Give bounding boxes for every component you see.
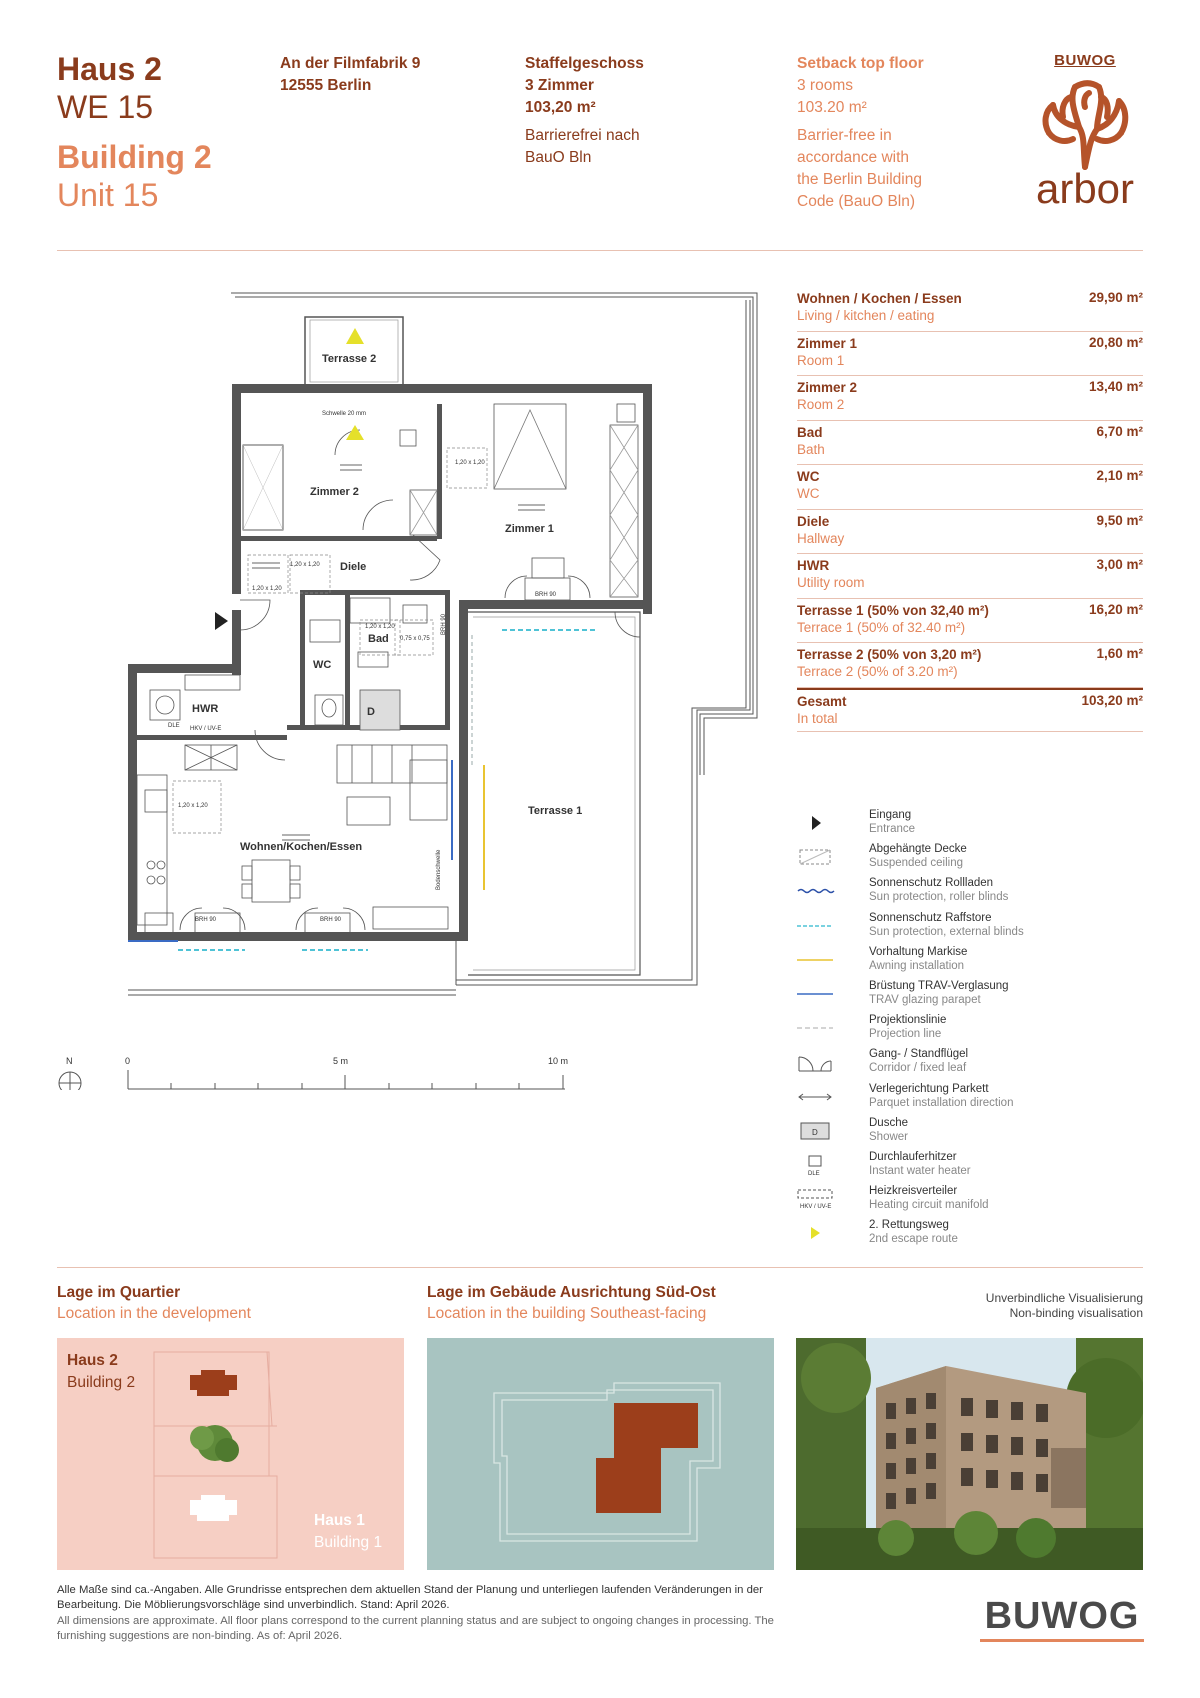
label-hwr: HWR: [192, 703, 219, 715]
legend-item: Vorhaltung Markise Awning installation: [795, 945, 1155, 979]
label-zimmer-1: Zimmer 1: [505, 523, 554, 535]
area-row: Zimmer 1 Room 1 20,80 m²: [797, 332, 1143, 377]
parquet-direction-icon: [795, 1084, 835, 1110]
footer-logo: [980, 1596, 1144, 1642]
map-haus-1-label: Haus 1 Building 1: [314, 1512, 383, 1551]
building-title-en: Building 2: [57, 139, 212, 175]
area-row: WC WC 2,10 m²: [797, 465, 1143, 510]
label-brh90-c: BRH 90: [535, 592, 557, 598]
door-leaf-icon: [795, 1049, 835, 1075]
area-row: Zimmer 2 Room 2 13,40 m²: [797, 376, 1143, 421]
trav-glazing-icon: [795, 981, 835, 1007]
disclaimer-en: All dimensions are approximate. All floor plans correspond to the current planning status and are subject to ongoing changes in processing. The furnishing suggestions are non-binding. As of: April 2026.: [57, 1615, 774, 1642]
label-terrasse-1: Terrasse 1: [528, 805, 583, 817]
unit-title-block: [57, 50, 212, 214]
bottom-divider: [57, 1267, 1143, 1268]
terrace-1-outline: [468, 612, 640, 975]
quarter-site-map: [57, 1338, 404, 1570]
floor-en: Setback top floor: [797, 55, 924, 72]
legend-item: Eingang Entrance: [795, 808, 1155, 842]
area-row: Terrasse 2 (50% von 3,20 m²) Terrace 2 (50% of 3.20 m²) 1,60 m²: [797, 643, 1143, 688]
legend-item: 2. Rettungsweg 2nd escape route: [795, 1218, 1155, 1252]
roof-parapet: [128, 293, 757, 995]
heating-manifold-icon: [795, 1186, 835, 1212]
label-d: D: [367, 706, 375, 718]
legend: [795, 808, 1155, 1252]
north-label: N: [66, 1056, 73, 1066]
label-brh90-b: BRH 90: [320, 917, 342, 923]
address-block: [280, 53, 420, 97]
legend-item: Verlegerichtung Parkett Parquet installation direction: [795, 1082, 1155, 1116]
scale-5: 5 m: [333, 1056, 349, 1066]
address-street: An der Filmfabrik 9: [280, 55, 421, 72]
area-row: Wohnen / Kochen / Essen Living / kitchen / eating 29,90 m²: [797, 287, 1143, 332]
awning-icon: [795, 947, 835, 973]
legend-item: Abgehängte Decke Suspended ceiling: [795, 842, 1155, 876]
unit-facts-de: [525, 53, 644, 169]
unit-title-en: Unit 15: [57, 177, 159, 213]
scale-bar: [56, 1050, 586, 1090]
barrier-en-2: accordance with: [797, 149, 910, 166]
legend-item: D Dusche Shower: [795, 1116, 1155, 1150]
unit-title-de: WE 15: [57, 89, 154, 125]
area-de: 103,20 m²: [525, 99, 596, 116]
water-heater-icon: [795, 1152, 835, 1178]
terrace-2-outline: [305, 317, 403, 385]
barrier-en-3: the Berlin Building: [797, 171, 922, 188]
label-dim-2: 1,20 x 1,20: [290, 562, 320, 568]
location-quarter-heading: Lage im Quartier Location in the development: [57, 1284, 251, 1322]
area-total-row: Gesamt In total 103,20 m²: [797, 688, 1143, 733]
shower-icon: [795, 1118, 835, 1144]
address-city: 12555 Berlin: [280, 77, 372, 94]
barrier-de-2: BauO Bln: [525, 149, 592, 166]
label-dim-5: 0,75 x 0,75: [400, 636, 430, 642]
label-zimmer-2: Zimmer 2: [310, 486, 359, 498]
label-dim-1: 1,20 x 1,20: [455, 460, 485, 466]
entrance-icon: [795, 810, 835, 836]
label-brh90-d: BRH 90: [441, 613, 447, 635]
area-table: [797, 287, 1143, 732]
visualisation-note: Unverbindliche Visualisierung Non-binding visualisation: [985, 1291, 1143, 1320]
legend-item: Projektionslinie Projection line: [795, 1013, 1155, 1047]
escape-route-arrow-1: [346, 328, 364, 344]
label-dle: DLE: [168, 723, 180, 729]
label-dim-3: 1,20 x 1,20: [252, 586, 282, 592]
label-brh90-a: BRH 90: [195, 917, 217, 923]
svg-text:D: D: [812, 1127, 818, 1137]
disclaimer: [57, 1583, 777, 1643]
label-dim-4: 1,20 x 1,20: [365, 624, 395, 630]
label-dim-6: 1,20 x 1,20: [178, 803, 208, 809]
tree-logo-icon: [1035, 77, 1135, 172]
suspended-ceiling-icon: [795, 844, 835, 870]
unit-position-highlight: [596, 1403, 698, 1513]
barrier-en-4: Code (BauO Bln): [797, 193, 916, 210]
label-hkv: HKV / UV-E: [190, 726, 222, 732]
logo-product: arbor: [1035, 165, 1135, 212]
floor-plan: [120, 290, 770, 1010]
walls: [128, 384, 652, 941]
parquet-arrows: [252, 465, 545, 840]
roller-blinds-icon: [795, 878, 835, 904]
escape-route-icon: [795, 1220, 835, 1246]
building-rendering: [796, 1338, 1143, 1570]
projection-line-icon: [795, 1015, 835, 1041]
svg-text:HKV / UV-E: HKV / UV-E: [800, 1204, 832, 1211]
scale-0: 0: [125, 1056, 131, 1066]
svg-text:DLE: DLE: [808, 1170, 820, 1177]
map-haus-2-label: Haus 2 Building 2: [67, 1352, 136, 1391]
rooms-de: 3 Zimmer: [525, 77, 594, 94]
rooms-en: 3 rooms: [797, 77, 853, 94]
label-terrasse-2: Terrasse 2: [322, 353, 377, 365]
location-building-heading: Lage im Gebäude Ausrichtung Süd-Ost Location in the building Southeast-facing: [427, 1284, 716, 1322]
unit-facts-en: [797, 53, 924, 213]
area-row: Terrasse 1 (50% von 32,40 m²) Terrace 1 (50% of 32.40 m²) 16,20 m²: [797, 599, 1143, 644]
header-divider: [57, 250, 1143, 251]
legend-item: DLE Durchlauferhitzer Instant water heater: [795, 1150, 1155, 1184]
building-title-de: Haus 2: [57, 51, 162, 87]
area-row: HWR Utility room 3,00 m²: [797, 554, 1143, 599]
label-diele: Diele: [340, 561, 367, 573]
arbor-logo: [1010, 52, 1160, 210]
area-row: Diele Hallway 9,50 m²: [797, 510, 1143, 555]
disclaimer-de: Alle Maße sind ca.-Angaben. Alle Grundrisse entsprechen dem aktuellen Stand der Planung und unterliegen laufenden Veränderungen in der Bearbeitung. Die Möblierungsvorschläge sind unverbindlich. Stand: April 2026.: [57, 1584, 763, 1611]
legend-item: Sonnenschutz Raffstore Sun protection, external blinds: [795, 911, 1155, 945]
barrier-de-1: Barrierefrei nach: [525, 127, 640, 144]
legend-item: Brüstung TRAV-Verglasung TRAV glazing parapet: [795, 979, 1155, 1013]
barrier-en-1: Barrier-free in: [797, 127, 892, 144]
label-wc: WC: [313, 659, 332, 671]
external-blinds-icon: [795, 913, 835, 939]
label-bad: Bad: [368, 633, 389, 645]
scale-10: 10 m: [548, 1056, 569, 1066]
legend-item: Sonnenschutz Rollladen Sun protection, roller blinds: [795, 876, 1155, 910]
area-row: Bad Bath 6,70 m²: [797, 421, 1143, 466]
legend-item: Gang- / Standflügel Corridor / fixed leaf: [795, 1047, 1155, 1081]
area-en: 103.20 m²: [797, 99, 867, 116]
logo-brand: BUWOG: [1054, 52, 1116, 69]
label-bodenschwelle: Bodenschwelle: [436, 849, 442, 890]
footer-brand: BUWOG: [984, 1595, 1140, 1637]
building-position-map: [427, 1338, 774, 1570]
floor-de: Staffelgeschoss: [525, 55, 644, 72]
entrance-arrow: [215, 612, 228, 630]
label-schwelle: Schwelle 20 mm: [322, 411, 367, 417]
legend-item: HKV / UV-E Heizkreisverteiler Heating circuit manifold: [795, 1184, 1155, 1218]
label-wohnen: Wohnen/Kochen/Essen: [240, 841, 363, 853]
